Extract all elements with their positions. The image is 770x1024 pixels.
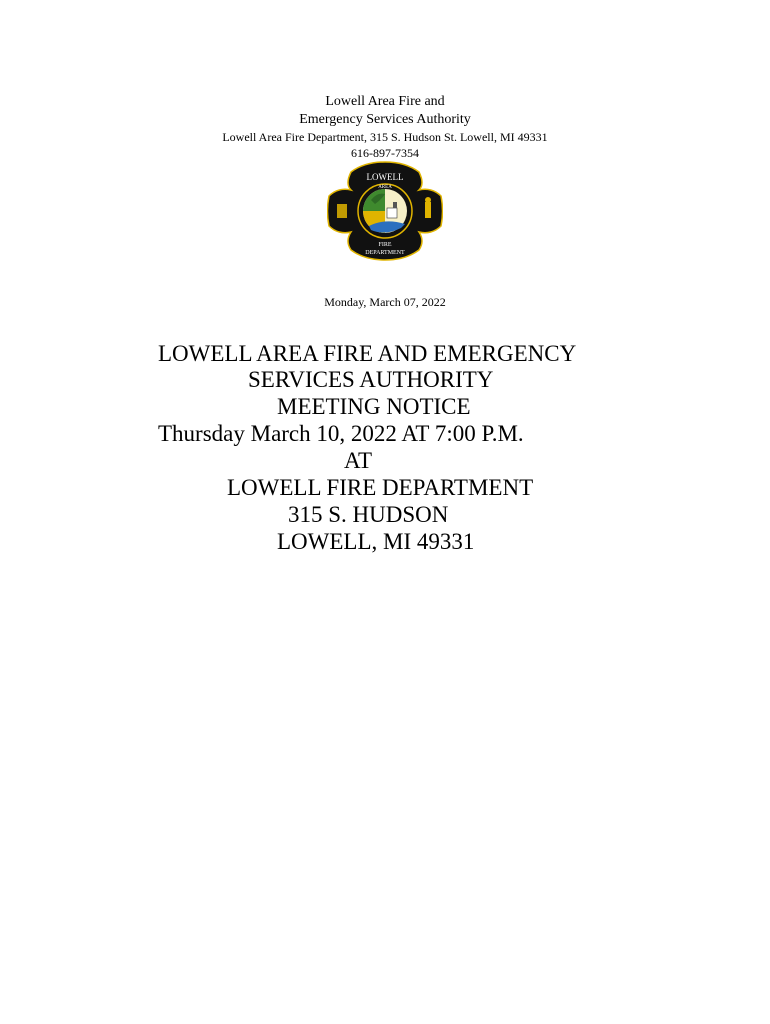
org-address: Lowell Area Fire Department, 315 S. Hudson St. Lowell, MI 49331 <box>222 130 548 144</box>
org-phone: 616-897-7354 <box>351 146 419 160</box>
notice-line-1: LOWELL AREA FIRE AND EMERGENCY <box>158 341 577 366</box>
logo-bottom-text1: FIRE <box>378 242 392 248</box>
logo-sub-text: AREA <box>378 185 392 190</box>
notice-line-6: LOWELL FIRE DEPARTMENT <box>227 475 534 500</box>
org-name-line1: Lowell Area Fire and <box>325 94 445 109</box>
notice-line-7: 315 S. HUDSON <box>288 502 449 527</box>
org-name-line2: Emergency Services Authority <box>299 112 471 127</box>
letter-date: Monday, March 07, 2022 <box>324 295 446 309</box>
logo-top-text: LOWELL <box>366 172 404 182</box>
notice-line-2: SERVICES AUTHORITY <box>248 367 494 392</box>
notice-line-8: LOWELL, MI 49331 <box>277 529 475 554</box>
notice-line-4: Thursday March 10, 2022 AT 7:00 P.M. <box>158 421 524 446</box>
logo-bottom-text2: DEPARTMENT <box>365 250 405 256</box>
notice-line-5: AT <box>344 448 373 473</box>
notice-line-3: MEETING NOTICE <box>277 394 471 419</box>
